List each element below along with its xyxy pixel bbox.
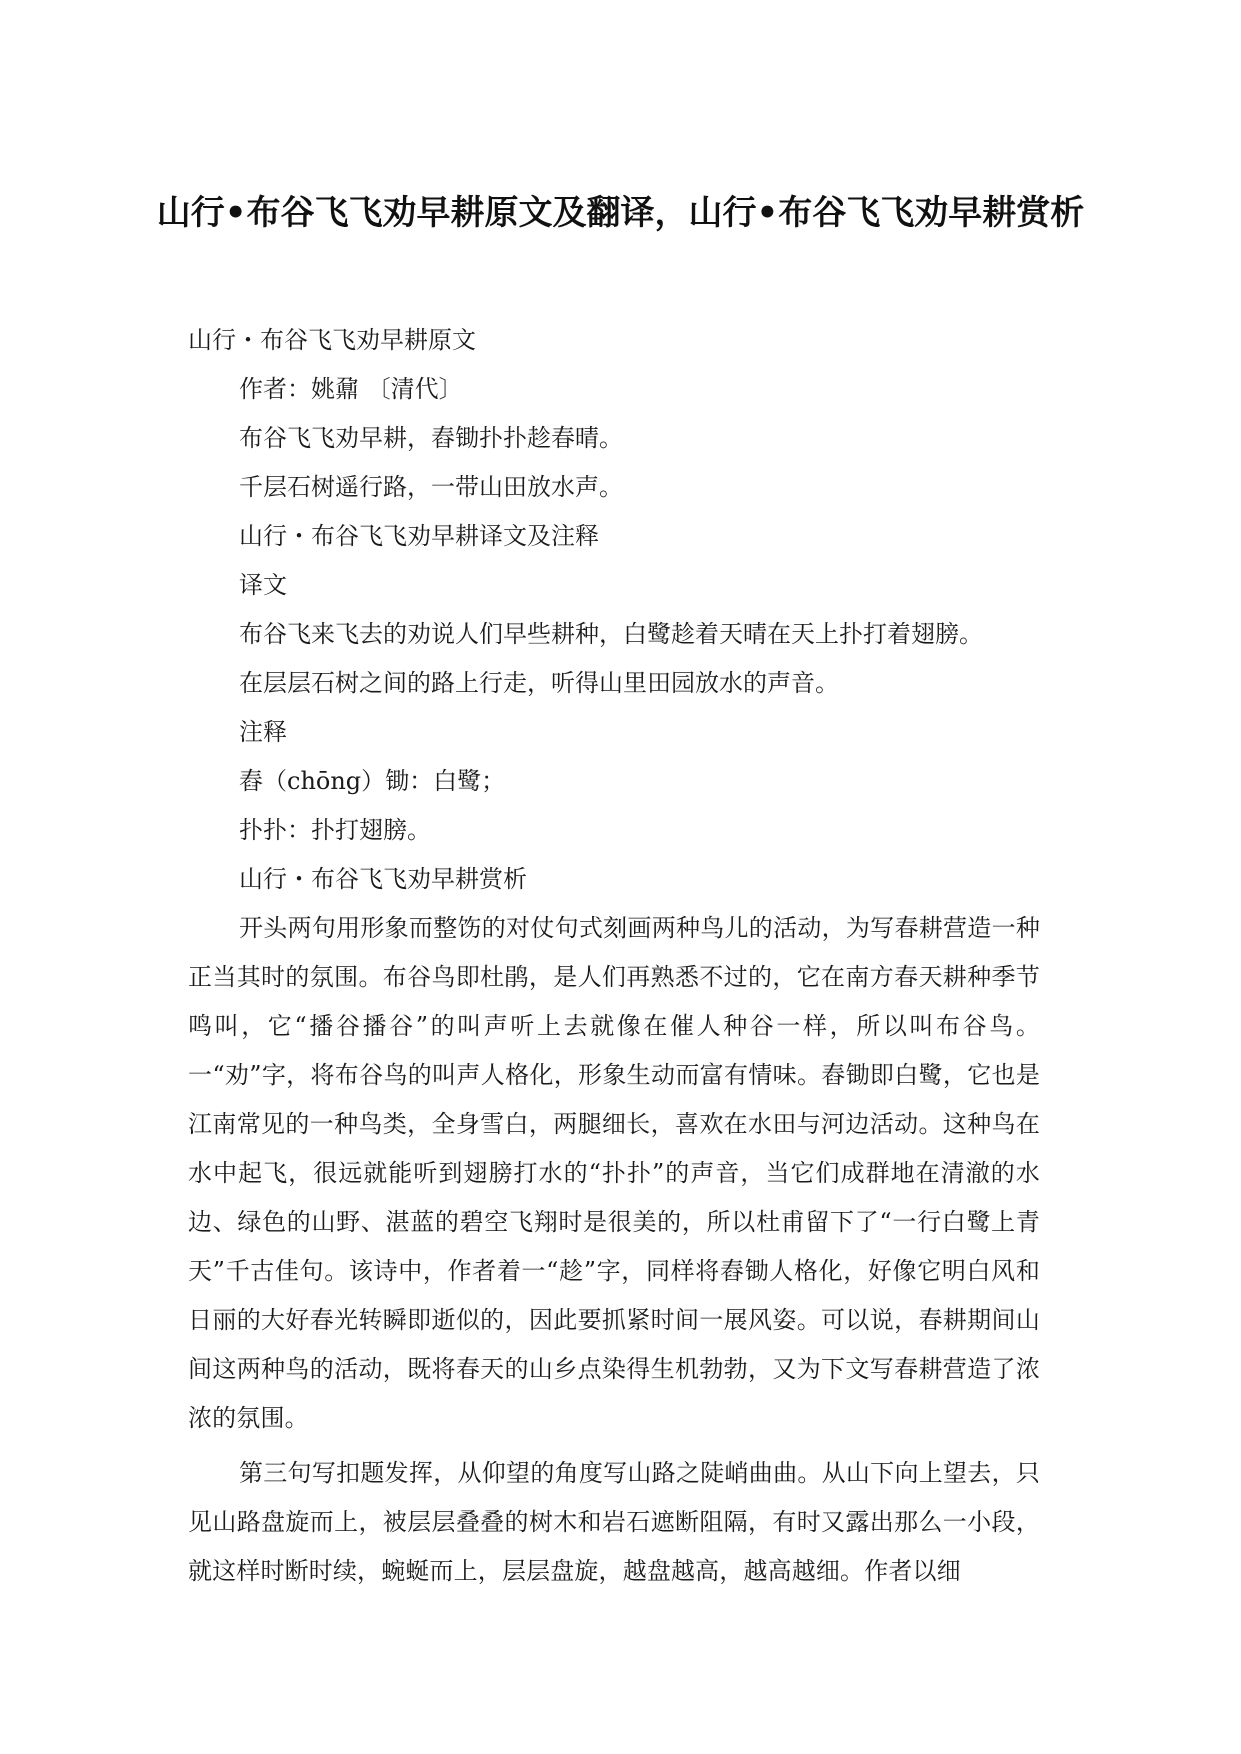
appreciation-paragraph-2: 第三句写扣题发挥，从仰望的角度写山路之陡峭曲曲。从山下向上望去，只见山路盘旋而上，被层层叠叠的树木和岩石遮断阻隔，有时又露出那么一小段，就这样时断时续，蜿蜒而上，层层盘旋，越盘越高，越高越细。作者以细 — [188, 1459, 1040, 1585]
subheading-translation: 译文 — [239, 571, 287, 599]
section-heading-original: 山行・布谷飞飞劝早耕原文 — [188, 326, 476, 354]
note-line-1: 舂（chōng）锄：白鹭； — [239, 767, 506, 795]
subheading-notes: 注释 — [239, 718, 287, 746]
appreciation-paragraph-1: 开头两句用形象而整饬的对仗句式刻画两种鸟儿的活动，为写春耕营造一种正当其时的氛围。布谷鸟即杜鹃，是人们再熟悉不过的，它在南方春天耕种季节鸣叫，它“播谷播谷”的叫声听上去就像在催人种谷一样，所以叫布谷鸟。一“劝”字，将布谷鸟的叫声人格化，形象生动而富有情味。舂锄即白鹭，它也是江南常见的一种鸟类，全身雪白，两腿细长，喜欢在水田与河边活动。这种鸟在水中起飞，很远就能听到翅膀打水的“扑扑”的声音，当它们成群地在清澈的水边、绿色的山野、湛蓝的碧空飞翔时是很美的，所以杜甫留下了“一行白鹭上青天”千古佳句。该诗中，作者着一“趁”字，同样将舂锄人格化，好像它明白风和日丽的大好春光转瞬即逝似的，因此要抓紧时间一展风姿。可以说，春耕期间山间这两种鸟的活动，既将春天的山乡点染得生机勃勃，又为下文写春耕营造了浓浓的氛围。 — [188, 914, 1040, 1432]
section-heading-appreciation: 山行・布谷飞飞劝早耕赏析 — [239, 865, 527, 893]
poem-line-1: 布谷飞飞劝早耕，舂锄扑扑趁春晴。 — [239, 424, 623, 452]
author-line: 作者：姚鼐 〔清代〕 — [239, 375, 463, 403]
translation-line-1: 布谷飞来飞去的劝说人们早些耕种，白鹭趁着天晴在天上扑打着翅膀。 — [239, 620, 983, 648]
section-heading-translation: 山行・布谷飞飞劝早耕译文及注释 — [239, 522, 599, 550]
note-line-2: 扑扑：扑打翅膀。 — [239, 816, 431, 844]
document-title: 山行•布谷飞飞劝早耕原文及翻译，山行•布谷飞飞劝早耕赏析 — [156, 193, 1085, 233]
document-body — [188, 316, 1040, 1596]
poem-line-2: 千层石树遥行路，一带山田放水声。 — [239, 473, 623, 501]
translation-line-2: 在层层石树之间的路上行走，听得山里田园放水的声音。 — [239, 669, 839, 697]
